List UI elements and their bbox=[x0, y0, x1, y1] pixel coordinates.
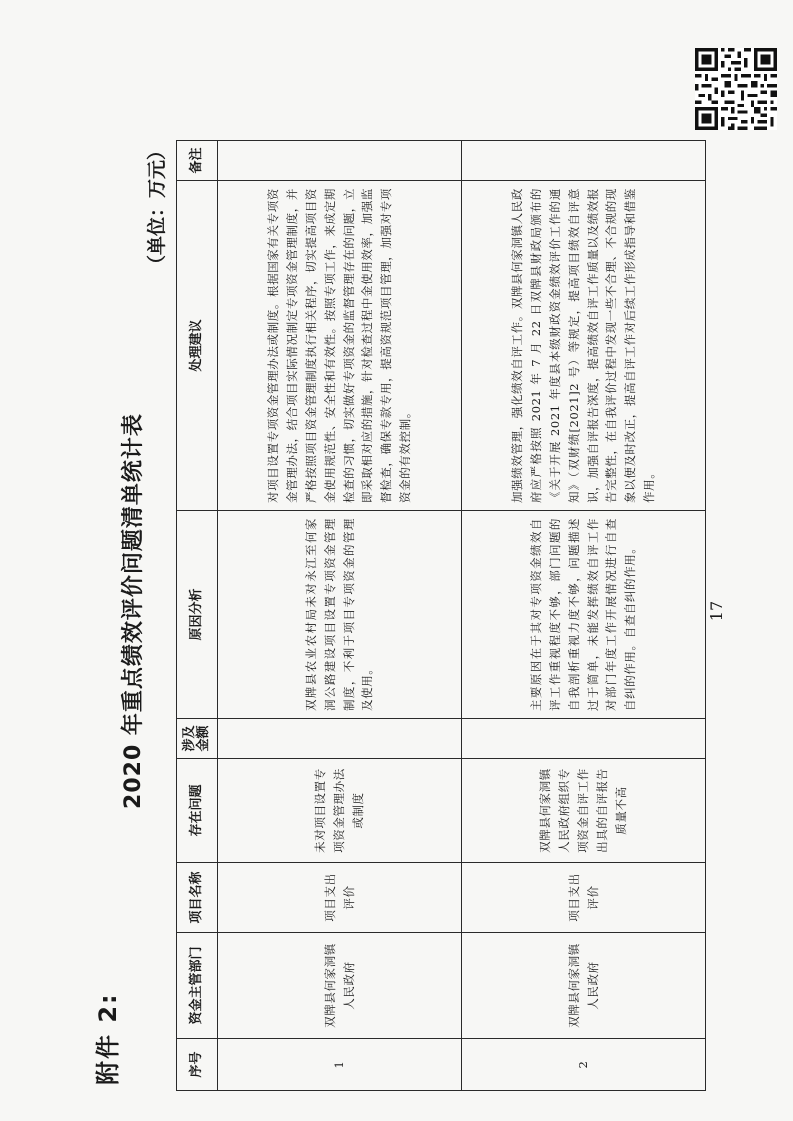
cell-project: 项目支出评价 bbox=[218, 863, 462, 933]
header-no: 序号 bbox=[177, 1039, 218, 1091]
qr-code-icon bbox=[695, 48, 777, 130]
header-remark: 备注 bbox=[177, 141, 218, 181]
cell-amount bbox=[462, 719, 706, 759]
cell-dept: 双牌县何家洞镇人民政府 bbox=[462, 933, 706, 1039]
cell-suggestion: 对项目设置专项资金管理办法或制度。根据国家有关专项资金管理办法，结合项目实际情况制定专项资金管理制度，并严格按照项目资金管理制度执行相关程序，切实提高项目资金使用规范性、安全性和有效性。按照专项工作，来成定期检查的习惯，切实做好专项资金的监督管理存在的问题，立即采取相对应的措施，针对检查过程中金使用效率，加强监督检查，确保专款专用，提高资规范项目管理，加强对专项资金的有效控制。 bbox=[218, 181, 462, 511]
cell-no: 2 bbox=[462, 1039, 706, 1091]
cell-project: 项目支出评价 bbox=[462, 863, 706, 933]
table-row bbox=[462, 141, 706, 1091]
cell-dept: 双牌县何家洞镇人民政府 bbox=[218, 933, 462, 1039]
document-title: 2020 年重点绩效评价问题清单统计表 bbox=[121, 413, 146, 809]
cell-cause: 主要原因在于其对专项资金绩效自评工作重视程度不够，部门问题的自我剖析重视力度不够，问题描述过于简单，未能发挥绩效自评工作对部门年度工作开展情况进行自查自纠的作用。自查自纠的作用。 bbox=[462, 511, 706, 719]
cell-remark bbox=[462, 141, 706, 181]
table-header-row bbox=[177, 141, 218, 1091]
header-project: 项目名称 bbox=[177, 863, 218, 933]
header-amount: 涉及金额 bbox=[177, 719, 218, 759]
header-cause: 原因分析 bbox=[177, 511, 218, 719]
header-dept: 资金主管部门 bbox=[177, 933, 218, 1039]
cell-cause: 双牌县农业农村局未对永江至何家洞公路建设项目设置专项资金管理制度，不利于项目专项资金的管理及使用。 bbox=[218, 511, 462, 719]
header-issue: 存在问题 bbox=[177, 759, 218, 863]
unit-label: （单位：万元） bbox=[146, 141, 168, 275]
issue-table bbox=[176, 140, 706, 1091]
cell-amount bbox=[218, 719, 462, 759]
page-number: 17 bbox=[707, 600, 726, 622]
attachment-label: 附件 2: bbox=[94, 992, 122, 1085]
table-row bbox=[218, 141, 462, 1091]
cell-suggestion: 加强绩效管理，强化绩效自评工作。双牌县何家洞镇人民政府应严格按照 2021 年 7 月 22 日双牌县财政局颁布的《关于开展 2021 年度县本级财政资金绩效评价工作的通知》（双财绩[2021]2 号）等规定，提高项目绩效自评意识，加强自评报告深度，提高绩效自评工作质量以及绩效报告完整性，在自我评价过程中发现一些不合理、不合规的现象以便及时改正，提高自评工作对后续工作形成指导和借鉴作用。 bbox=[462, 181, 706, 511]
cell-issue: 双牌县何家洞镇人民政府组织专项资金自评工作出具的自评报告质量不高 bbox=[462, 759, 706, 863]
cell-issue: 未对项目设置专项资金管理办法或制度 bbox=[218, 759, 462, 863]
header-suggestion: 处理建议 bbox=[177, 181, 218, 511]
cell-no: 1 bbox=[218, 1039, 462, 1091]
landscape-page bbox=[80, 101, 726, 1121]
cell-remark bbox=[218, 141, 462, 181]
